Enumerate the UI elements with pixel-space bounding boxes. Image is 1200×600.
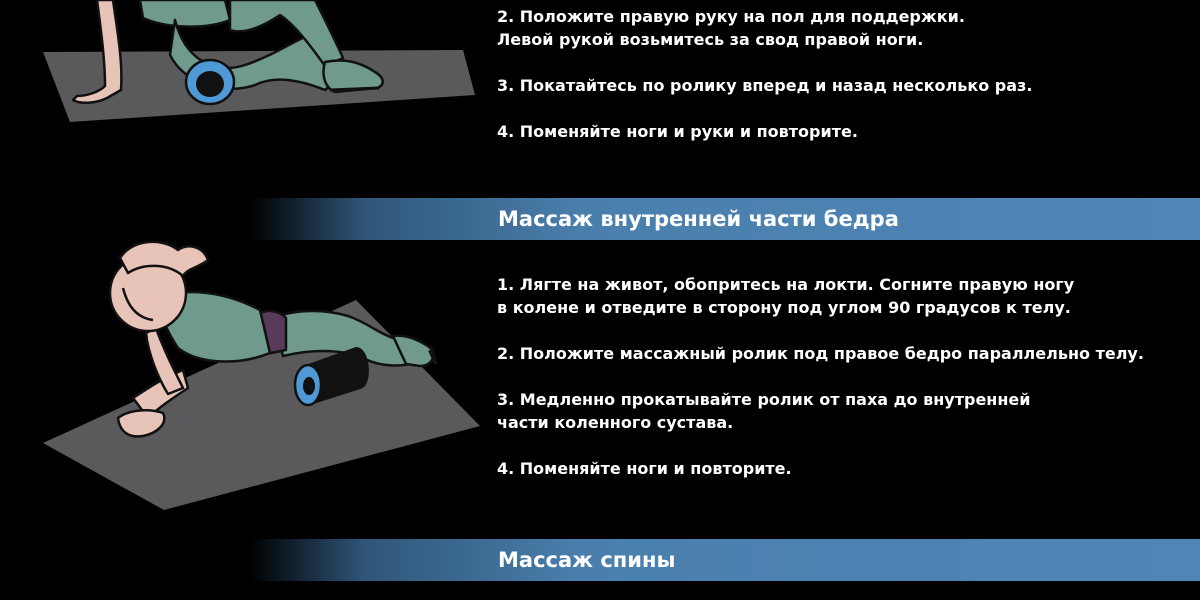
step-item (497, 388, 1144, 434)
step-item (497, 5, 1032, 51)
section-banner-back (250, 539, 1200, 581)
step-item (497, 342, 1144, 365)
illustration-inner-thigh-massage (38, 238, 488, 513)
step-item (497, 273, 1144, 319)
step-line: 3. Медленно прокатывайте ролик от паха до внутренней (497, 390, 1031, 409)
step-line: 4. Поменяйте ноги и руки и повторите. (497, 122, 858, 141)
section1-steps (497, 5, 1032, 166)
step-line: части коленного сустава. (497, 413, 734, 432)
section-banner-inner-thigh (250, 198, 1200, 240)
step-line: 3. Покатайтесь по ролику вперед и назад несколько раз. (497, 76, 1033, 95)
section-title: Массаж спины (498, 548, 676, 572)
foam-roller (186, 60, 234, 104)
step-line: 4. Поменяйте ноги и повторите. (497, 459, 792, 478)
step-line: в колене и отведите в сторону под углом 90 градусов к телу. (497, 298, 1071, 317)
step-item (497, 74, 1032, 97)
section2-steps (497, 273, 1144, 503)
step-item (497, 120, 1032, 143)
step-item (497, 457, 1144, 480)
step-line: 1. Лягте на живот, обопритесь на локти. Согните правую ногу (497, 275, 1075, 294)
step-line: 2. Положите массажный ролик под правое бедро параллельно телу. (497, 344, 1144, 363)
step-line: Левой рукой возьмитесь за свод правой ноги. (497, 30, 924, 49)
step-line: 2. Положите правую руку на пол для поддержки. (497, 7, 965, 26)
illustration-outer-thigh-massage (25, 0, 485, 130)
section-title: Массаж внутренней части бедра (498, 207, 899, 231)
